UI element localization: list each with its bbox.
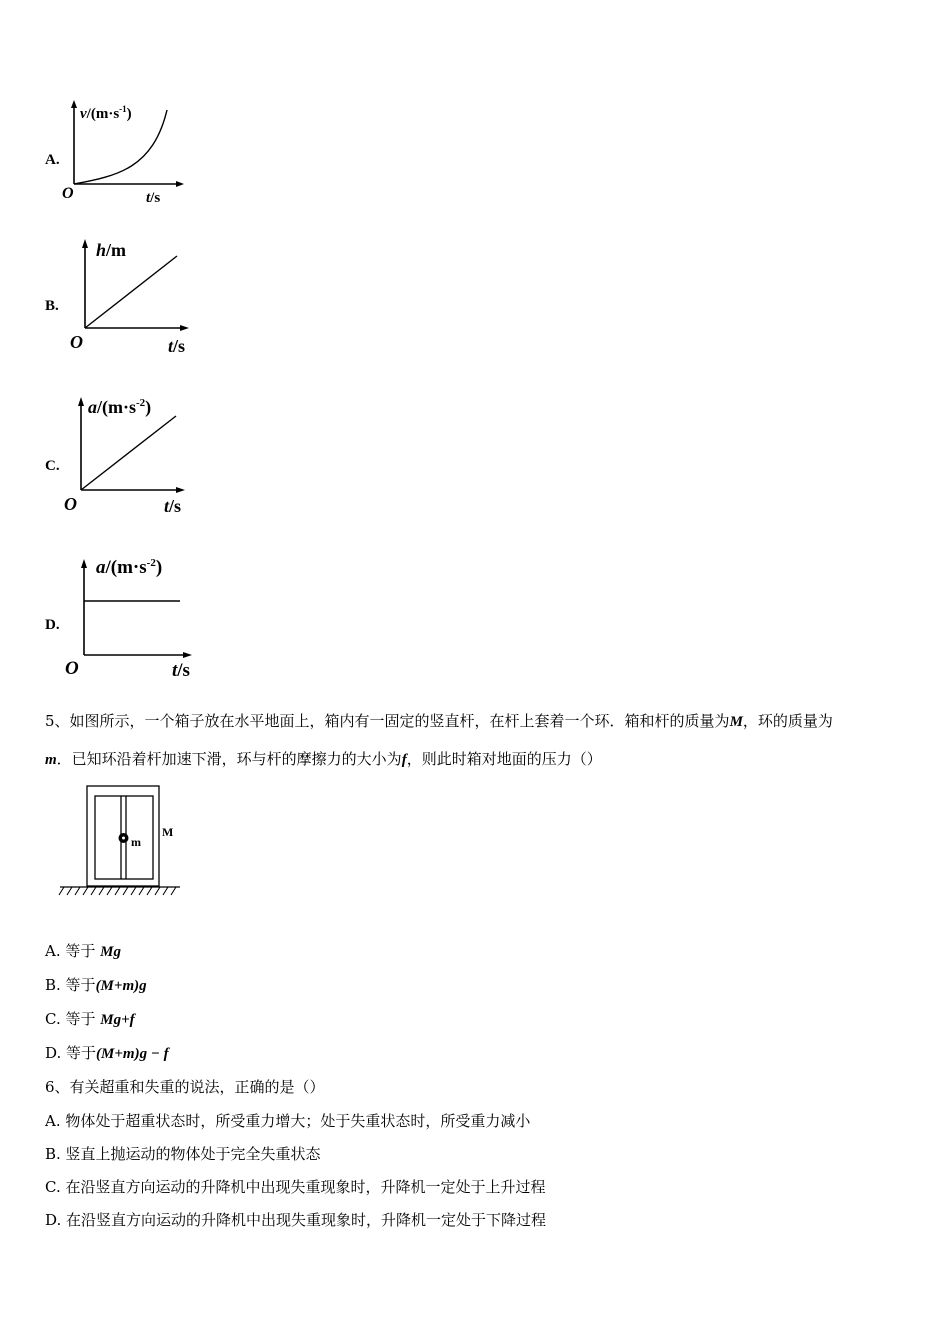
svg-text:v/(m·s-1) (80, 104, 132, 122)
q6-option-d: D. 在沿竖直方向运动的升降机中出现失重现象时，升降机一定处于下降过程 (45, 1211, 547, 1229)
x-label-var: t (146, 190, 151, 206)
option-a-label: A. (45, 152, 60, 168)
y-axis-arrow (81, 559, 87, 568)
y-axis-arrow (78, 397, 84, 406)
x-label-var: t (168, 336, 174, 356)
y-axis-arrow (82, 239, 88, 248)
svg-text:a/(m·s-2) (96, 557, 162, 578)
line-plot (81, 416, 176, 490)
x-axis-arrow (176, 487, 185, 493)
svg-text:t/s (172, 660, 190, 680)
graph-d-acceleration-time (62, 550, 222, 680)
x-label-unit: /s (150, 190, 161, 206)
y-label-exp: -1 (119, 104, 127, 114)
origin-label: O (65, 658, 79, 679)
x-label-unit: /s (177, 660, 190, 680)
q6-option-c: C. 在沿竖直方向运动的升降机中出现失重现象时，升降机一定处于上升过程 (45, 1178, 546, 1196)
x-axis-arrow (183, 652, 192, 658)
q5-var-f: f (401, 752, 407, 768)
ground-hatch (59, 887, 176, 895)
option-d-label: D. (45, 617, 60, 633)
q6-option-b: B. 竖直上抛运动的物体处于完全失重状态 (45, 1145, 321, 1163)
ring-hole (122, 837, 125, 840)
y-label-var: a (96, 557, 106, 578)
y-label-unit: /m (106, 240, 127, 260)
y-label-var: h (96, 240, 107, 260)
question-6-stem: 6、有关超重和失重的说法，正确的是（） (45, 1078, 325, 1096)
q6-option-a: A. 物体处于超重状态时，所受重力增大；处于失重状态时，所受重力减小 (45, 1112, 531, 1130)
y-label-exp: -2 (146, 557, 156, 569)
graph-a-velocity-time (58, 98, 198, 208)
ring-label: m (131, 835, 141, 849)
graph-c-acceleration-time (62, 392, 212, 517)
y-label-close: ) (155, 557, 163, 578)
y-axis-arrow (71, 100, 77, 108)
q5-text-d: ，则此时箱对地面的压力（） (406, 750, 602, 768)
graph-b-height-time (64, 236, 214, 356)
q5-text-a: 5、如图所示，一个箱子放在水平地面上，箱内有一固定的竖直杆，在杆上套着一个环．箱和杆的质量为 (45, 712, 730, 730)
y-label-unit: /(m·s (105, 557, 147, 578)
svg-text:h/m (96, 240, 126, 260)
question-5-line-2 (45, 749, 602, 770)
box-ring-figure (55, 783, 195, 908)
origin-label: O (64, 494, 77, 514)
q5-text-c: ．已知环沿着杆加速下滑，环与杆的摩擦力的大小为 (56, 750, 402, 768)
x-axis-arrow (176, 181, 184, 187)
x-axis-arrow (180, 325, 189, 331)
y-label-close: ) (145, 397, 152, 417)
q5-option-d: D. 等于(M+m)g − f (45, 1044, 169, 1062)
q5-text-b: ，环的质量为 (742, 712, 833, 730)
q5-option-a: A. 等于 Mg (45, 942, 121, 960)
x-label-unit: /s (169, 496, 182, 516)
y-label-exp: -2 (136, 397, 146, 409)
y-label-unit: /(m·s (97, 397, 136, 417)
svg-text:t/s (164, 496, 181, 516)
q5-var-M: M (729, 714, 743, 730)
x-label-unit: /s (173, 336, 186, 356)
x-label-var: t (164, 496, 170, 516)
q5-option-c: C. 等于 Mg+f (45, 1010, 135, 1028)
origin-label: O (70, 332, 83, 352)
x-label-var: t (172, 660, 178, 680)
y-label-var: v (80, 106, 87, 122)
svg-text:a/(m·s-2) (88, 397, 151, 418)
y-label-close: ) (126, 106, 132, 122)
q5-var-m: m (45, 752, 57, 768)
box-label: M (162, 825, 174, 839)
option-c-label: C. (45, 458, 60, 474)
question-5-line-1 (45, 711, 833, 732)
svg-text:t/s (168, 336, 185, 356)
y-label-var: a (88, 397, 97, 417)
q5-option-b: B. 等于(M+m)g (45, 976, 147, 994)
option-b-label: B. (45, 298, 59, 314)
line-plot (85, 256, 177, 328)
svg-text:t/s (146, 190, 160, 206)
origin-label: O (62, 185, 74, 202)
y-label-unit: /(m·s (86, 106, 120, 122)
